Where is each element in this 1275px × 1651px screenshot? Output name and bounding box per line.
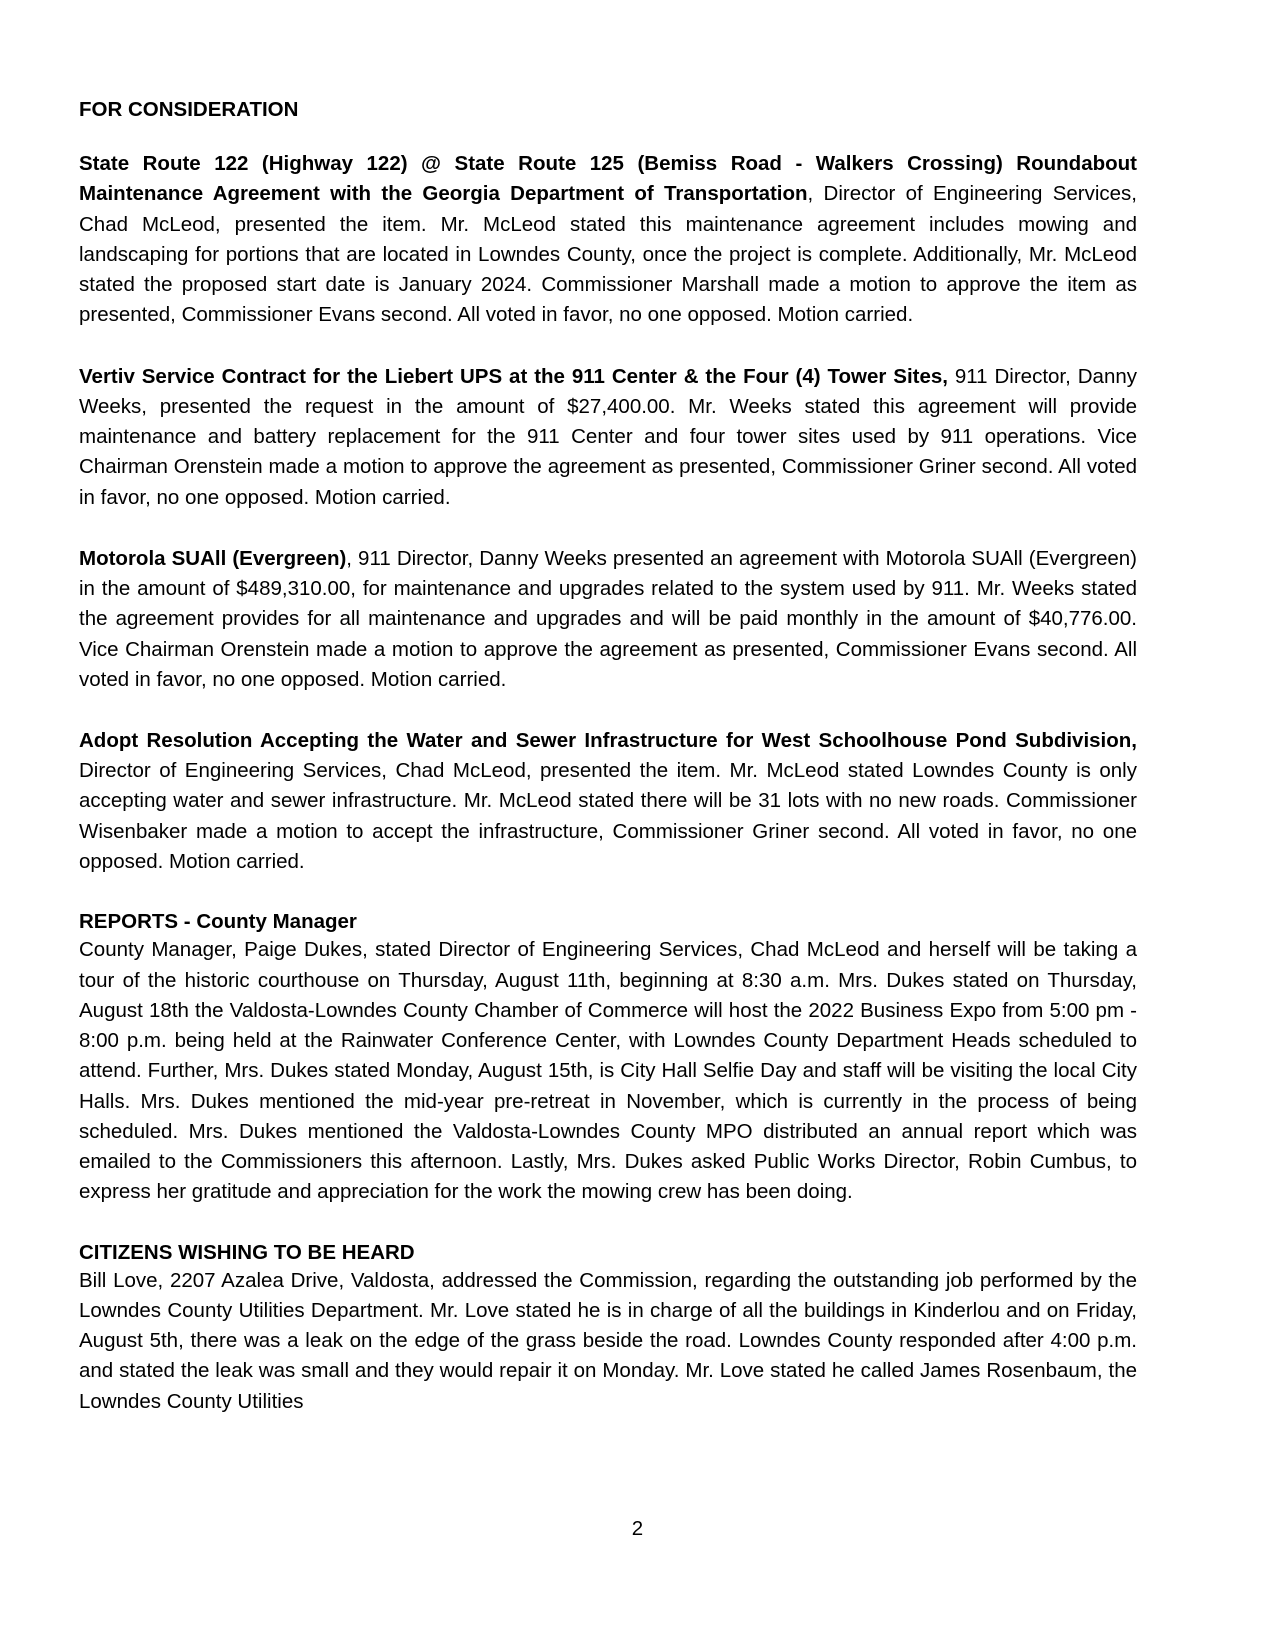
paragraph-bold-lead: Vertiv Service Contract for the Liebert UPS at the 911 Center & the Four (4) Tower Sites, [79, 364, 948, 388]
spacer [79, 877, 1137, 908]
paragraph-citizens-bill-love: Bill Love, 2207 Azalea Drive, Valdosta, addressed the Commission, regarding the outstanding job performed by the Lowndes County Utilities Department. Mr. Love stated he is in charge of all the buildings in Kinderlou and on Friday, August 5th, there was a leak on the edge of the grass beside the road. Lowndes County responded after 4:00 p.m. and stated the leak was small and they would repair it on Monday. Mr. Love stated he called James Rosenbaum, the Lowndes County Utilities [79, 1268, 1137, 1413]
spacer [79, 1208, 1137, 1239]
spacer [79, 513, 1137, 544]
spacer [79, 123, 1137, 149]
paragraph-body: , Director of Engineering Services, Chad McLeod, presented the item. Mr. McLeod stated this maintenance agreement includes mowing and landscaping for portions that are located in Lowndes County, once the project is complete. Additionally, Mr. McLeod stated the proposed start date is January 2024. Commissioner Marshall made a motion to approve the item as presented, Commissioner Evans second. All voted in favor, no one opposed. Motion carried. [79, 182, 1137, 327]
paragraph-body: , 911 Director, Danny Weeks presented an agreement with Motorola SUAll (Evergreen) in the amount of $489,310.00, for maintenance and upgrades related to the system used by 911. Mr. Weeks stated the agreement provides for all maintenance and upgrades and will be paid monthly in the amount of $40,776.00. Vice Chairman Orenstein made a motion to approve the agreement as presented, Commissioner Evans second. All voted in favor, no one opposed. Motion carried. [79, 546, 1137, 691]
paragraph-state-route-122 [79, 149, 1137, 330]
paragraph-body: 911 Director, Danny Weeks, presented the request in the amount of $27,400.00. Mr. Weeks stated this agreement will provide maintenance and battery replacement for the 911 Center and four tower sites used by 911 operations. Vice Chairman Orenstein made a motion to approve the agreement as presented, Commissioner Griner second. All voted in favor, no one opposed. Motion carried. [79, 364, 1137, 509]
page-content [79, 96, 1137, 1417]
spacer [79, 331, 1137, 362]
paragraph-motorola-suall [79, 544, 1137, 695]
page-number: 2 [631, 1517, 644, 1540]
heading-citizens-wishing-to-be-heard: CITIZENS WISHING TO BE HEARD [79, 1240, 415, 1264]
paragraph-bold-lead: Motorola SUAll (Evergreen) [79, 546, 347, 570]
heading-for-consideration: FOR CONSIDERATION [79, 98, 299, 121]
paragraph-vertiv-service-contract [79, 362, 1137, 513]
heading-reports-county-manager: REPORTS - County Manager [79, 910, 357, 934]
paragraph-adopt-resolution-west-schoolhouse-pond [79, 726, 1137, 877]
paragraph-body: Director of Engineering Services, Chad McLeod, presented the item. Mr. McLeod stated Lowndes County is only accepting water and sewer infrastructure. Mr. McLeod stated there will be 31 lots with no new roads. Commissioner Wisenbaker made a motion to accept the infrastructure, Commissioner Griner second. All voted in favor, no one opposed. Motion carried. [79, 759, 1137, 873]
paragraph-county-manager-report: County Manager, Paige Dukes, stated Director of Engineering Services, Chad McLeod and herself will be taking a tour of the historic courthouse on Thursday, August 11th, beginning at 8:30 a.m. Mrs. Dukes stated on Thursday, August 18th the Valdosta-Lowndes County Chamber of Commerce will host the 2022 Business Expo from 5:00 pm - 8:00 p.m. being held at the Rainwater Conference Center, with Lowndes County Department Heads scheduled to attend. Further, Mrs. Dukes stated Monday, August 15th, is City Hall Selfie Day and staff will be visiting the local City Halls. Mrs. Dukes mentioned the mid-year pre-retreat in November, which is currently in the process of being scheduled. Mrs. Dukes mentioned the Valdosta-Lowndes County MPO distributed an annual report which was emailed to the Commissioners this afternoon. Lastly, Mrs. Dukes asked Public Works Director, Robin Cumbus, to express her gratitude and appreciation for the work the mowing crew has been doing. [79, 938, 1137, 1204]
paragraph-bold-lead: State Route 122 (Highway 122) @ State Route 125 (Bemiss Road - Walkers Crossing) Roundabout Maintenance Agreement with the Georgia Department of Transportation [79, 152, 1137, 206]
spacer [79, 695, 1137, 726]
paragraph-bold-lead: Adopt Resolution Accepting the Water and Sewer Infrastructure for West Schoolhouse Pond Subdivision, [79, 729, 1137, 752]
